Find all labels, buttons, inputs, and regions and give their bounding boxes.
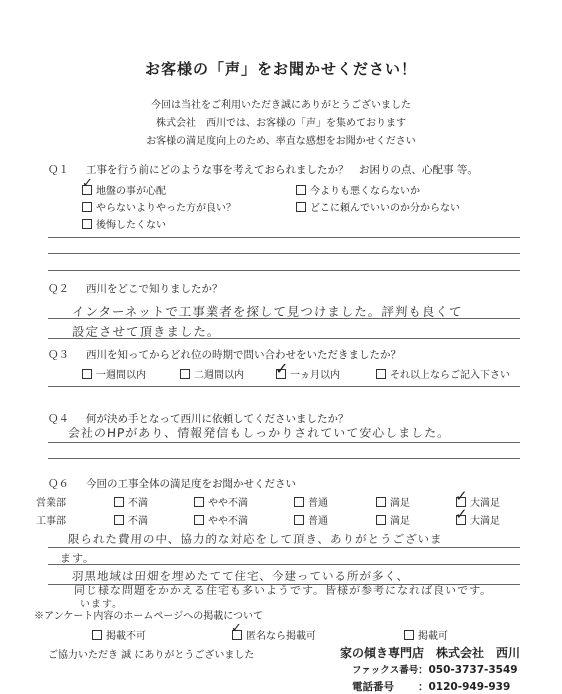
- q6-label: Ｑ６: [48, 478, 69, 490]
- q3-label: Ｑ３: [48, 349, 69, 361]
- sales-unsatisfied[interactable]: 不満: [114, 494, 148, 509]
- q3-text: 西川を知ってからどれ位の時期で問い合わせをいただきましたか？: [86, 349, 401, 361]
- checkbox[interactable]: [376, 497, 386, 507]
- q6-row-construction: 工事部: [36, 516, 66, 527]
- q6-answer-line-1: 限られた費用の中、協力的な対応をして頂き、ありがとうございま: [67, 532, 443, 546]
- check-mark-icon: ✓: [455, 505, 468, 523]
- q6-answer-line-4: 同じ様な問題をかかえる住宅も多いようです。皆様が参考になれば良いです。: [73, 584, 493, 597]
- hp-option-anonymous[interactable]: 匿名なら掲載可: [232, 627, 316, 642]
- q1-option-worse[interactable]: 今よりも悪くならないか: [296, 182, 420, 197]
- checkbox[interactable]: [294, 497, 304, 507]
- construction-very-satisfied[interactable]: 大満足: [456, 512, 500, 527]
- tel-number: ：0120-949-939: [418, 681, 511, 693]
- q6-text: 今回の工事全体の満足度をお聞かせください: [86, 478, 296, 490]
- company-name: 家の傾き専門店 株式会社 西川: [340, 646, 521, 660]
- answer-line: [48, 564, 520, 565]
- answer-line: [48, 253, 520, 254]
- q3-option-1week[interactable]: 一週間以内: [82, 366, 146, 381]
- q4-label: Ｑ４: [48, 413, 69, 425]
- page-title: お客様の「声」をお聞かせください！: [144, 60, 417, 78]
- checkbox[interactable]: [114, 515, 124, 525]
- q6-row-sales: 営業部: [36, 498, 66, 509]
- thanks-text: ご協力いただき 誠 にありがとうございました: [48, 650, 255, 661]
- sales-somewhat-unsatisfied[interactable]: やや不満: [194, 494, 248, 509]
- answer-line: [48, 458, 520, 459]
- checkbox[interactable]: [180, 369, 190, 379]
- fax-label: ファックス番号: [352, 665, 419, 676]
- checkbox[interactable]: [82, 219, 92, 229]
- intro-line-3: お客様の満足度向上のため、率直な感想をお聞かせください: [146, 136, 416, 147]
- checkbox[interactable]: [376, 369, 386, 379]
- checkbox[interactable]: [194, 515, 204, 525]
- hp-consent-question: ※アンケート内容のホームページへの掲載について: [34, 611, 263, 622]
- checkbox[interactable]: [294, 515, 304, 525]
- check-mark-icon: ✓: [82, 176, 93, 191]
- q3-option-2weeks[interactable]: 二週間以内: [180, 366, 244, 381]
- q4-answer: 会社のHPがあり、情報発信もしっかりされていて安心しました。: [67, 426, 451, 440]
- answer-line: [48, 318, 520, 319]
- construction-average[interactable]: 普通: [294, 512, 328, 527]
- q6-answer-line-5: います。: [79, 599, 124, 610]
- check-mark-icon: ✓: [455, 487, 468, 505]
- q2-answer-line-1: インターネットで工事業者を探して見つけました。評判も良くて: [71, 304, 463, 319]
- q6-answer-line-2: ます。: [59, 552, 96, 565]
- construction-satisfied[interactable]: 満足: [376, 512, 410, 527]
- hp-option-no[interactable]: 掲載不可: [92, 627, 146, 642]
- q1-text: 工事を行う前にどのような事を考えておられましたか？ お困りの点、心配事 等。: [86, 164, 478, 176]
- checkbox[interactable]: [296, 202, 306, 212]
- sales-average[interactable]: 普通: [294, 494, 328, 509]
- intro-line-1: 今回は当社をご利用いただき誠にありがとうございました: [151, 100, 411, 111]
- answer-line: [48, 442, 520, 443]
- checkbox[interactable]: [82, 369, 92, 379]
- q1-option-whom[interactable]: どこに頼んでいいのか分からない: [296, 199, 460, 214]
- sales-satisfied[interactable]: 満足: [376, 494, 410, 509]
- q3-option-other[interactable]: それ以上ならご記入下さい: [376, 366, 510, 381]
- q1-label: Ｑ１: [48, 164, 69, 176]
- intro-line-2: 株式会社 西川では、お客様の「声」を集めております: [156, 118, 406, 129]
- checkbox[interactable]: [114, 497, 124, 507]
- checkbox[interactable]: [404, 630, 414, 640]
- q2-text: 西川をどこで知りましたか？: [86, 283, 223, 295]
- checkbox[interactable]: [82, 202, 92, 212]
- construction-somewhat-unsatisfied[interactable]: やや不満: [194, 512, 248, 527]
- answer-line: [48, 386, 520, 387]
- q3-option-1month[interactable]: 一ヵ月以内: [276, 366, 340, 381]
- q6-answer-line-3: 羽黒地域は田畑を埋めたてて住宅、今建っている所が多く、: [71, 569, 410, 583]
- checkbox[interactable]: [194, 497, 204, 507]
- q1-option-regret[interactable]: 後悔したくない: [82, 216, 166, 231]
- q1-option-better[interactable]: やらないよりやった方が良い？: [82, 199, 236, 214]
- q4-text: 何が決め手となって西川に依頼してくださいましたか？: [86, 413, 349, 425]
- answer-line: [48, 270, 520, 271]
- answer-line: [48, 237, 520, 238]
- checkbox[interactable]: [296, 185, 306, 195]
- answer-line: [48, 547, 520, 548]
- q1-option-ground[interactable]: 地盤の事が心配: [82, 182, 166, 197]
- checkbox[interactable]: [376, 515, 386, 525]
- check-mark-icon: ✓: [231, 621, 242, 636]
- checkbox[interactable]: [92, 630, 102, 640]
- construction-unsatisfied[interactable]: 不満: [114, 512, 148, 527]
- sales-very-satisfied[interactable]: 大満足: [456, 494, 500, 509]
- answer-line: [48, 338, 520, 339]
- tel-label: 電話番号: [352, 681, 394, 693]
- check-mark-icon: ✓: [275, 359, 289, 378]
- q2-answer-line-2: 設定させて頂きました。: [71, 324, 221, 339]
- fax-number: ：050-3737-3549: [418, 664, 518, 676]
- hp-option-yes[interactable]: 掲載可: [404, 627, 448, 642]
- q2-label: Ｑ２: [48, 283, 69, 295]
